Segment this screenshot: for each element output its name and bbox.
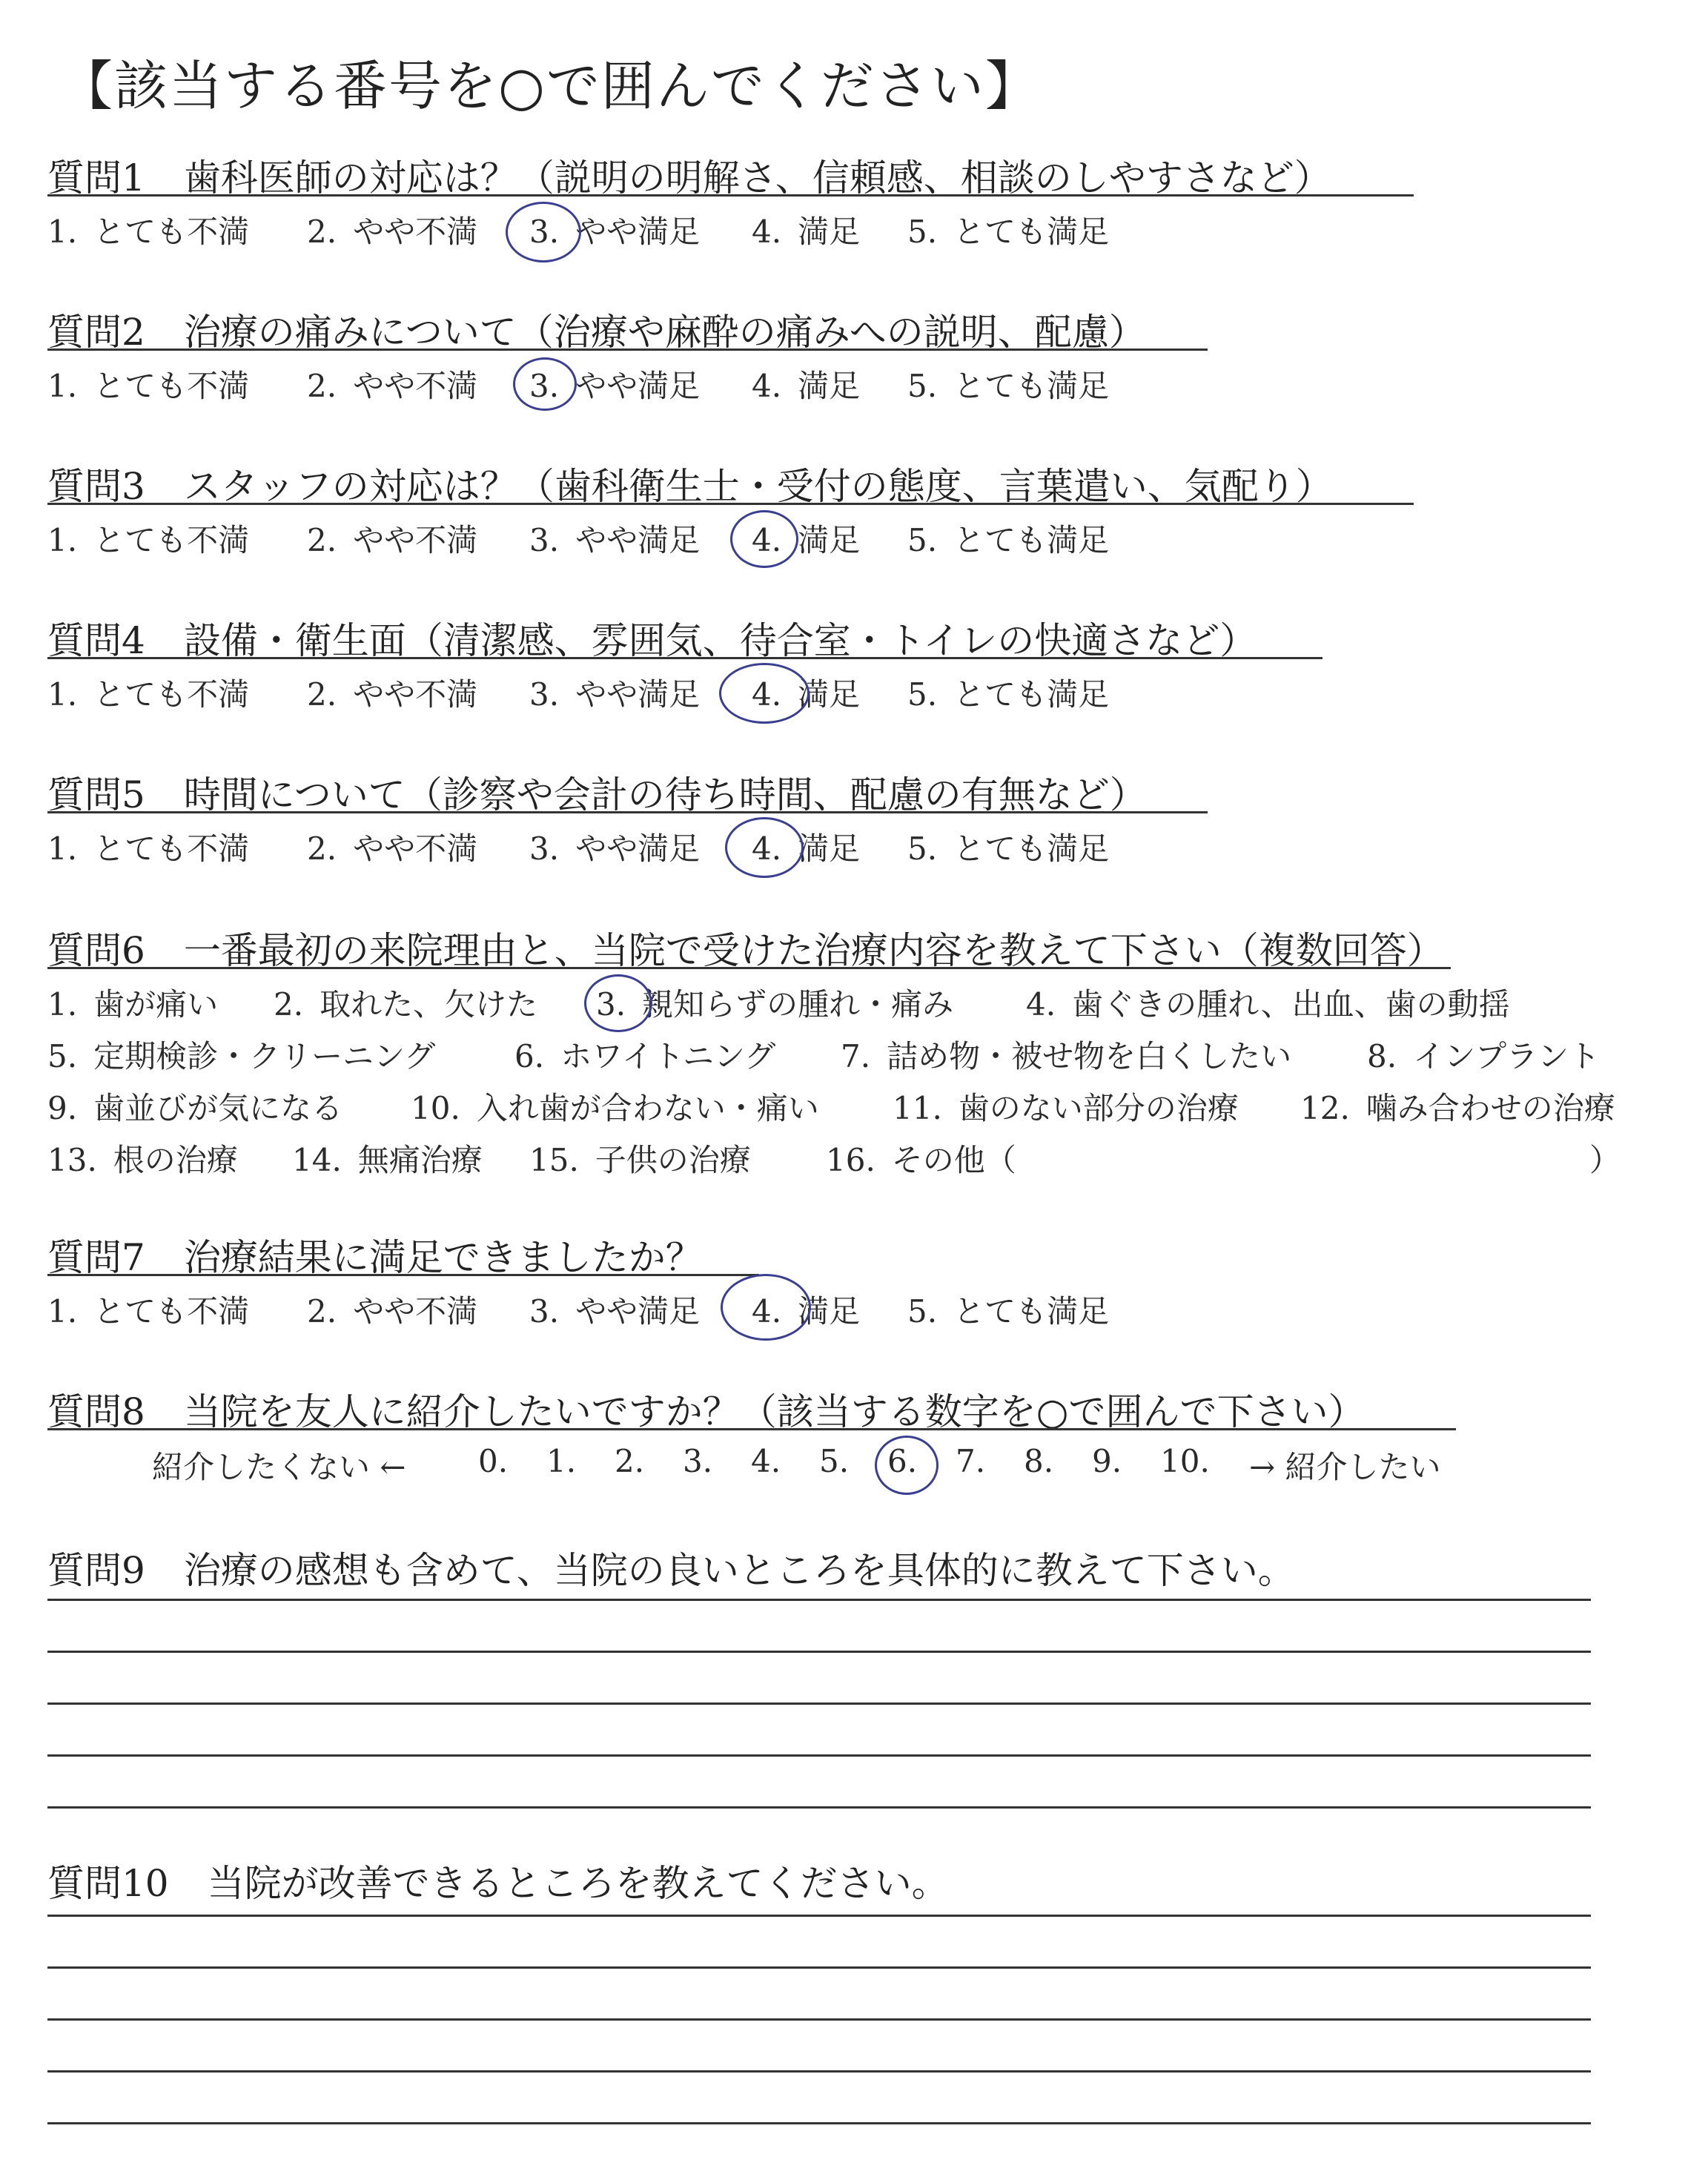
scale-value-9[interactable]: 9. bbox=[1092, 1443, 1122, 1479]
q4-option-4[interactable]: 4. 満足 bbox=[752, 676, 861, 713]
q4-option-5[interactable]: 5. とても満足 bbox=[907, 676, 1110, 713]
q7-option-5[interactable]: 5. とても満足 bbox=[907, 1293, 1110, 1330]
q6-option-9[interactable]: 9. 歯並びが気になる bbox=[47, 1090, 343, 1126]
q7-option-3[interactable]: 3. やや満足 bbox=[529, 1293, 701, 1330]
question-10-number: 質問10 bbox=[47, 1862, 169, 1905]
q4-option-3[interactable]: 3. やや満足 bbox=[529, 676, 701, 713]
scale-value-0[interactable]: 0. bbox=[478, 1443, 509, 1479]
question-7-text: 治療結果に満足できましたか？ bbox=[183, 1236, 703, 1279]
question-7-number: 質問7 bbox=[47, 1236, 145, 1279]
q6-option-14[interactable]: 14. 無痛治療 bbox=[292, 1142, 483, 1178]
q7-option-4[interactable]: 4. 満足 bbox=[752, 1293, 861, 1330]
question-9-text: 治療の感想も含めて、当院の良いところを具体的に教えて下さい。 bbox=[183, 1549, 1295, 1592]
question-9-number: 質問9 bbox=[47, 1549, 145, 1592]
question-9-heading bbox=[47, 1541, 1295, 1594]
q10-write-line-3[interactable] bbox=[47, 2018, 1591, 2021]
q6-option-4[interactable]: 4. 歯ぐきの腫れ、出血、歯の動揺 bbox=[1026, 986, 1510, 1023]
q2-option-4[interactable]: 4. 満足 bbox=[752, 368, 861, 404]
scale-value-6[interactable]: 6. bbox=[887, 1443, 918, 1479]
scale-value-10[interactable]: 10. bbox=[1160, 1443, 1210, 1479]
question-6-number: 質問6 bbox=[47, 929, 145, 972]
scale-right-label: → 紹介したい bbox=[1249, 1449, 1441, 1485]
q1-option-5[interactable]: 5. とても満足 bbox=[907, 214, 1110, 250]
scale-value-7[interactable]: 7. bbox=[956, 1443, 986, 1479]
q6-option-2[interactable]: 2. 取れた、欠けた bbox=[274, 986, 538, 1023]
q9-write-line-5[interactable] bbox=[47, 1806, 1591, 1809]
q9-write-line-4[interactable] bbox=[47, 1754, 1591, 1757]
q3-option-3[interactable]: 3. やや満足 bbox=[529, 522, 701, 558]
q3-option-5[interactable]: 5. とても満足 bbox=[907, 522, 1110, 558]
q6-option-3[interactable]: 3. 親知らずの腫れ・痛み bbox=[596, 986, 954, 1023]
q5-option-3[interactable]: 3. やや満足 bbox=[529, 830, 701, 867]
q4-option-1[interactable]: 1. とても不満 bbox=[47, 676, 250, 713]
question-2-text: 治療の痛みについて（治療や麻酔の痛みへの説明、配慮） bbox=[183, 311, 1146, 354]
question-2-underline bbox=[47, 349, 1208, 351]
q10-write-line-5[interactable] bbox=[47, 2122, 1591, 2124]
scale-value-3[interactable]: 3. bbox=[683, 1443, 713, 1479]
question-3-number: 質問3 bbox=[47, 465, 145, 508]
q6-option-12[interactable]: 12. 噛み合わせの治療 bbox=[1300, 1090, 1615, 1126]
question-4-underline bbox=[47, 657, 1323, 659]
q2-option-3[interactable]: 3. やや満足 bbox=[529, 368, 701, 404]
q10-write-line-1[interactable] bbox=[47, 1915, 1591, 1917]
q5-option-1[interactable]: 1. とても不満 bbox=[47, 830, 250, 867]
page-title: 【該当する番号を○で囲んでください】 bbox=[59, 55, 1040, 117]
question-1-number: 質問1 bbox=[47, 156, 145, 199]
q5-option-4[interactable]: 4. 満足 bbox=[752, 830, 861, 867]
q6-option-7[interactable]: 7. 詰め物・被せ物を白くしたい bbox=[841, 1038, 1292, 1074]
question-6-text: 一番最初の来院理由と、当院で受けた治療内容を教えて下さい（複数回答） bbox=[183, 929, 1444, 972]
scale-value-4[interactable]: 4. bbox=[751, 1443, 781, 1479]
q1-option-3[interactable]: 3. やや満足 bbox=[529, 214, 701, 250]
q5-option-5[interactable]: 5. とても満足 bbox=[907, 830, 1110, 867]
q6-option-6[interactable]: 6. ホワイトニング bbox=[514, 1038, 776, 1074]
q6-option-16[interactable]: 16. その他（ bbox=[826, 1142, 1016, 1178]
q5-option-2[interactable]: 2. やや不満 bbox=[307, 830, 478, 867]
question-4-number: 質問4 bbox=[47, 619, 145, 662]
q6-option-11[interactable]: 11. 歯のない部分の治療 bbox=[893, 1090, 1239, 1126]
q1-option-4[interactable]: 4. 満足 bbox=[752, 214, 861, 250]
question-1-text: 歯科医師の対応は？（説明の明解さ、信頼感、相談のしやすさなど） bbox=[183, 156, 1331, 199]
q6-option-13[interactable]: 13. 根の治療 bbox=[47, 1142, 238, 1178]
question-3-underline bbox=[47, 503, 1414, 505]
q3-option-2[interactable]: 2. やや不満 bbox=[307, 522, 478, 558]
q10-write-line-4[interactable] bbox=[47, 2070, 1591, 2073]
question-7-underline bbox=[47, 1274, 759, 1276]
q10-write-line-2[interactable] bbox=[47, 1966, 1591, 1969]
q3-option-1[interactable]: 1. とても不満 bbox=[47, 522, 250, 558]
question-10-heading bbox=[47, 1854, 949, 1907]
q6-option-5[interactable]: 5. 定期検診・クリーニング bbox=[47, 1038, 436, 1074]
q6-option-15[interactable]: 15. 子供の治療 bbox=[529, 1142, 751, 1178]
q9-write-line-3[interactable] bbox=[47, 1702, 1591, 1705]
question-3-text: スタッフの対応は？（歯科衛生士・受付の態度、言葉遣い、気配り） bbox=[183, 465, 1333, 508]
q1-option-2[interactable]: 2. やや不満 bbox=[307, 214, 478, 250]
scale-left-label: 紹介したくない ← bbox=[152, 1449, 406, 1485]
q7-option-1[interactable]: 1. とても不満 bbox=[47, 1293, 250, 1330]
q2-option-1[interactable]: 1. とても不満 bbox=[47, 368, 250, 404]
scale-value-8[interactable]: 8. bbox=[1024, 1443, 1054, 1479]
q6-option-1[interactable]: 1. 歯が痛い bbox=[47, 986, 219, 1023]
q2-option-2[interactable]: 2. やや不満 bbox=[307, 368, 478, 404]
q9-write-line-2[interactable] bbox=[47, 1651, 1591, 1653]
question-10-text: 当院が改善できるところを教えてください。 bbox=[207, 1862, 949, 1905]
question-5-text: 時間について（診察や会計の待ち時間、配慮の有無など） bbox=[183, 773, 1147, 816]
q6-option-8[interactable]: 8. インプラント bbox=[1367, 1038, 1601, 1074]
question-1-underline bbox=[47, 194, 1414, 196]
q7-option-2[interactable]: 2. やや不満 bbox=[307, 1293, 478, 1330]
question-8-underline bbox=[47, 1428, 1456, 1430]
question-5-underline bbox=[47, 811, 1208, 813]
scale-value-1[interactable]: 1. bbox=[546, 1443, 577, 1479]
question-8-number: 質問8 bbox=[47, 1390, 145, 1433]
question-8-text: 当院を友人に紹介したいですか？（該当する数字を○で囲んで下さい） bbox=[183, 1390, 1366, 1433]
q6-other-close: ） bbox=[1589, 1142, 1621, 1178]
q9-write-line-1[interactable] bbox=[47, 1599, 1591, 1601]
question-6-underline bbox=[47, 967, 1451, 969]
question-4-text: 設備・衛生面（清潔感、雰囲気、待合室・トイレの快適さなど） bbox=[183, 619, 1257, 662]
q4-option-2[interactable]: 2. やや不満 bbox=[307, 676, 478, 713]
scale-value-5[interactable]: 5. bbox=[819, 1443, 850, 1479]
q3-option-4[interactable]: 4. 満足 bbox=[752, 522, 861, 558]
question-2-number: 質問2 bbox=[47, 311, 145, 354]
scale-value-2[interactable]: 2. bbox=[615, 1443, 645, 1479]
q6-option-10[interactable]: 10. 入れ歯が合わない・痛い bbox=[411, 1090, 819, 1126]
question-5-number: 質問5 bbox=[47, 773, 145, 816]
q1-option-1[interactable]: 1. とても不満 bbox=[47, 214, 250, 250]
q2-option-5[interactable]: 5. とても満足 bbox=[907, 368, 1110, 404]
